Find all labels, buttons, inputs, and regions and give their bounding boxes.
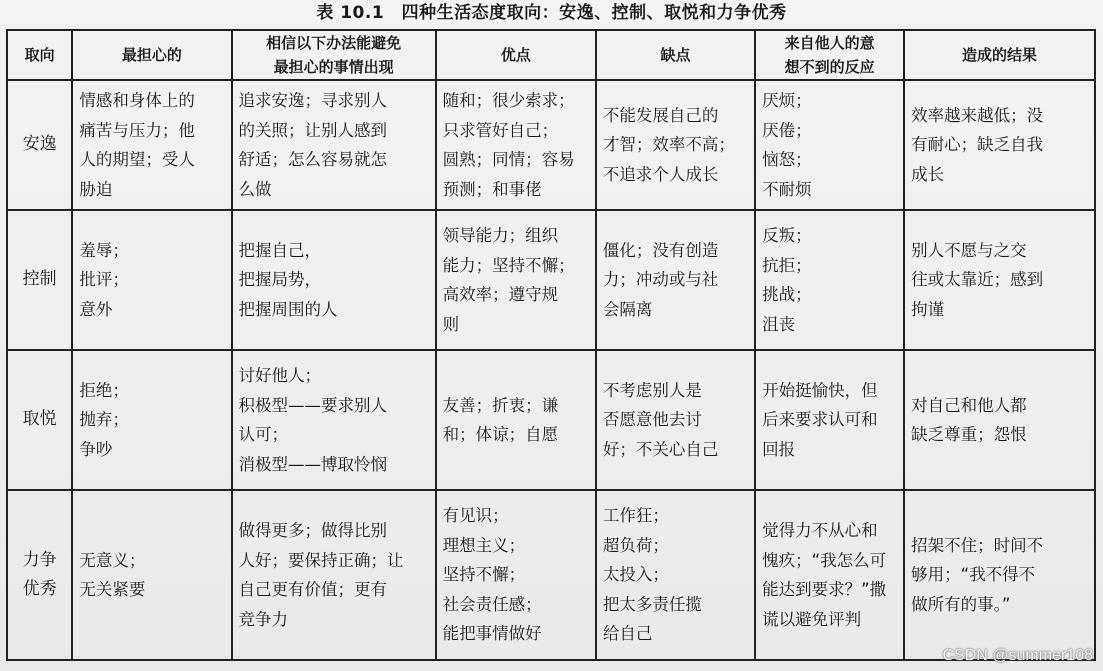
- cell-weaknesses: 不能发展自己的 才智；效率不高； 不追求个人成长: [596, 80, 755, 210]
- table-row: [7, 80, 1095, 210]
- cell-weaknesses: 不考虑别人是 否愿意他去讨 好；不关心自己: [596, 350, 755, 490]
- cell-results: 效率越来越低；没 有耐心；缺乏自我 成长: [904, 80, 1095, 210]
- cell-weaknesses: 工作狂； 超负荷； 太投入； 把太多责任揽 给自己: [596, 490, 755, 660]
- table-title: 表 10.1 四种生活态度取向：安逸、控制、取悦和力争优秀: [316, 3, 787, 23]
- attitude-table: [6, 29, 1096, 661]
- cell-fear: 无意义； 无关紧要: [72, 490, 231, 660]
- row-label-pleasing: 取悦: [7, 350, 72, 490]
- row-label-comfort: 安逸: [7, 80, 72, 210]
- header-biggest-fear: 最担心的: [72, 30, 231, 80]
- table-row: [7, 490, 1095, 660]
- cell-method: 把握自己， 把握局势， 把握周围的人: [232, 210, 436, 350]
- cell-strengths: 有见识； 理想主义； 坚持不懈； 社会责任感； 能把事情做好: [436, 490, 596, 660]
- header-weaknesses: 缺点: [596, 30, 755, 80]
- cell-results: 招架不住；时间不 够用；“我不得不 做所有的事。”: [904, 490, 1095, 660]
- watermark: CSDN @summer108: [942, 647, 1093, 664]
- cell-strengths: 友善；折衷；谦 和；体谅；自愿: [436, 350, 596, 490]
- cell-results: 别人不愿与之交 往或太靠近；感到 拘谨: [904, 210, 1095, 350]
- cell-strengths: 随和；很少索求； 只求管好自己； 圆熟；同情；容易 预测；和事佬: [436, 80, 596, 210]
- header-unexpected-reactions: 来自他人的意 想不到的反应: [755, 30, 904, 80]
- header-believed-method: 相信以下办法能避免 最担心的事情出现: [232, 30, 436, 80]
- cell-reactions: 厌烦； 厌倦； 恼怒； 不耐烦: [755, 80, 904, 210]
- table-row: [7, 350, 1095, 490]
- cell-results: 对自己和他人都 缺乏尊重；怨恨: [904, 350, 1095, 490]
- cell-fear: 羞辱； 批评； 意外: [72, 210, 231, 350]
- row-label-control: 控制: [7, 210, 72, 350]
- header-strengths: 优点: [436, 30, 596, 80]
- cell-method: 讨好他人； 积极型——要求别人 认可； 消极型——博取怜悯: [232, 350, 436, 490]
- cell-reactions: 反叛； 抗拒； 挑战； 沮丧: [755, 210, 904, 350]
- header-orientation: 取向: [7, 30, 72, 80]
- header-results: 造成的结果: [904, 30, 1095, 80]
- cell-fear: 拒绝； 抛弃； 争吵: [72, 350, 231, 490]
- cell-reactions: 觉得力不从心和 愧疚；“我怎么可 能达到要求？”撒 谎以避免评判: [755, 490, 904, 660]
- header-row: [7, 30, 1095, 80]
- cell-fear: 情感和身体上的 痛苦与压力；他 人的期望；受人 胁迫: [72, 80, 231, 210]
- cell-method: 做得更多；做得比别 人好；要保持正确；让 自己更有价值；更有 竞争力: [232, 490, 436, 660]
- cell-strengths: 领导能力；组织 能力；坚持不懈； 高效率；遵守规 则: [436, 210, 596, 350]
- row-label-excellence: 力争 优秀: [7, 490, 72, 660]
- cell-method: 追求安逸；寻求别人 的关照；让别人感到 舒适；怎么容易就怎 么做: [232, 80, 436, 210]
- table-row: [7, 210, 1095, 350]
- cell-reactions: 开始挺愉快，但 后来要求认可和 回报: [755, 350, 904, 490]
- cell-weaknesses: 僵化；没有创造 力；冲动或与社 会隔离: [596, 210, 755, 350]
